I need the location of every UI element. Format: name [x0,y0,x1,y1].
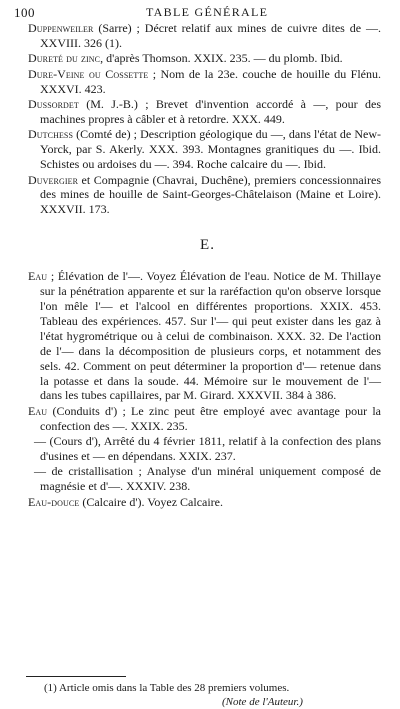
index-entry [28,269,381,403]
index-entry [28,404,381,434]
entry-text: (Comté de) ; Description géologique du —, dans l'état de New-Yorck, par S. Akerly. XXX. 393. Montagnes granitiques du —. Ibid. Schistes ou ardoises du —. 394. Roche calcaire du —. Ibid. [40,127,381,172]
index-entry [28,67,381,97]
entry-text: — de cristallisation ; Analyse d'un minéral uniquement composé de magnésie et d'—. XXXIV. 238. [34,464,381,494]
entry-text: (Calcaire d'). Voyez Calcaire. [79,494,223,509]
section-heading: E. [200,237,215,254]
running-title: TABLE GÉNÉRALE [146,5,269,19]
entry-text: ; Nom de la 23e. couche de houille du Flénu. XXXVI. 423. [40,66,381,96]
index-entry [28,495,381,510]
entry-headword: Eau [28,403,48,418]
entry-text: (Conduits d') ; Le zinc peut être employé avec avantage pour la confection des —. XXIX. 235. [40,403,381,433]
index-entry [28,127,381,172]
entry-text: (Sarre) ; Décret relatif aux mines de cuivre dites de —. XXVIII. 326 (1). [40,21,381,50]
entry-headword: Eau-douce [28,494,80,509]
footnote-attribution: (Note de l'Auteur.) [222,696,303,708]
index-subentry [28,434,381,464]
index-entry [28,21,381,51]
page-header [14,5,374,21]
index-entry [28,97,381,127]
index-subentry [28,464,381,494]
index-entry [28,173,381,218]
footnote-text: (1) Article omis dans la Table des 28 premiers volumes. [44,682,290,694]
entry-headword: Dussordet [28,97,79,112]
entry-headword: Dutchess [28,127,74,142]
footnote-rule [26,676,126,677]
index-text [28,21,381,510]
entry-headword: Dureté du zinc [28,51,101,66]
entry-text: — (Cours d'), Arrêté du 4 février 1811, relatif à la confection des plans d'usines et — en dépendans. XXIX. 237. [34,434,381,464]
entry-text: ; Élévation de l'—. Voyez Élévation de l'eau. Notice de M. Thillaye sur la pénétration apparente et sur la raréfaction qu'on observe lorsque l'on mêle l'— et l'alcool en différentes proportions. XXIX. 453. Tableau des expériences. 457. Sur l'— qui peut exister dans les gaz à l'état hygrométrique ou à celui de combinaison. XXX. 32. De l'action de l'— dans la décomposition de plusieurs corps, et notamment des sels. 42. Comment on peut déterminer la proportion d'— retenue dans la potasse et dans la soude. 44. Mémoire sur le mouvement de l'— dans les tubes capillaires, par M. Girard. XXXVII. 384 à 386. [40,269,381,403]
entry-text: (M. J.-B.) ; Brevet d'invention accordé à —, pour des machines propres à câbler et à retordre. XXX. 449. [40,97,381,126]
entry-headword: Duvergier [28,172,79,187]
page-number: 100 [14,5,35,20]
entry-headword: Eau [28,269,48,284]
index-entry [28,51,381,66]
entry-text: , d'après Thomson. XXIX. 235. — du plomb. Ibid. [100,51,343,66]
entry-text: et Compagnie (Chavrai, Duchêne), premiers concessionnaires des mines de houille de Saint-Georges-Châtelaison (Maine et Loire). XXXVII. 173. [40,172,381,217]
entry-headword: Dure-Veine ou Cossette [28,66,149,81]
entry-headword: Duppenweiler [28,21,94,35]
